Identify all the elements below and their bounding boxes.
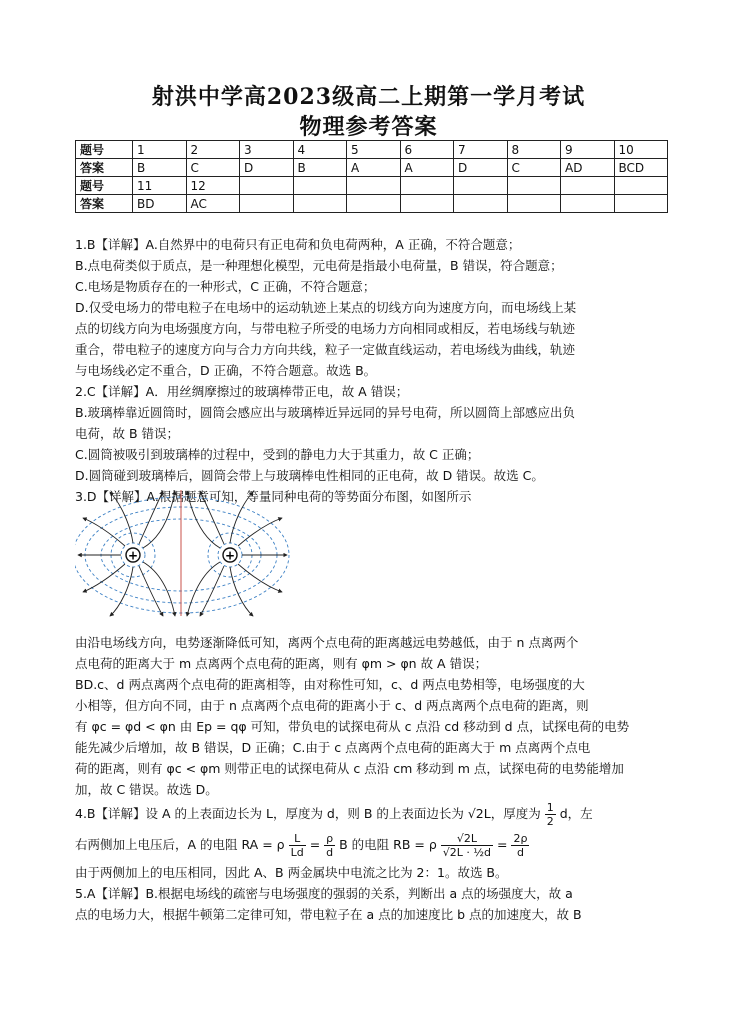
table-cell: AC: [186, 195, 240, 213]
text-line: 点的电场力大，根据牛顿第二定律可知，带电粒子在 a 点的加速度比 b 点的加速度大，故 B: [75, 907, 582, 922]
text-line: C.圆筒被吸引到玻璃棒的过程中，受到的静电力大于其重力，故 C 正确；: [75, 447, 480, 462]
table-cell: 9: [561, 141, 615, 159]
table-cell: [347, 177, 401, 195]
table-row: [76, 177, 668, 195]
charge-label: +: [127, 548, 139, 563]
text-line: 由沿电场线方向，电势逐渐降低可知，离两个点电荷的距离越远电势越低，由于 n 点离两个: [75, 635, 579, 650]
q4-text: d，左: [559, 806, 593, 821]
table-cell: B: [133, 159, 187, 177]
table-cell: AD: [561, 159, 615, 177]
table-row: [76, 159, 668, 177]
table-cell: D: [240, 159, 294, 177]
table-row: [76, 141, 668, 159]
fraction: $\frac{L}{Ld}$: [290, 832, 304, 859]
text-line: D.圆筒碰到玻璃棒后，圆筒会带上与玻璃棒电性相同的正电荷，故 D 错误。故选 C。: [75, 468, 544, 483]
fraction: $\frac{2\rho}{d}$: [513, 832, 528, 859]
table-cell: D: [454, 159, 508, 177]
table-cell: 2: [186, 141, 240, 159]
table-cell: [400, 195, 454, 213]
text-line: BD.c、d 两点离两个点电荷的距离相等，由对称性可知，c、d 两点电势相等，电场强度的大: [75, 677, 585, 692]
table-cell: [454, 195, 508, 213]
table-cell: 11: [133, 177, 187, 195]
table-cell: [614, 177, 668, 195]
text-line: 5.A【详解】B.根据电场线的疏密与电场强度的强弱的关系，判断出 a 点的场强度大，故 a: [75, 886, 573, 901]
q4-text: 4.B【详解】设 A 的上表面边长为 L，厚度为 d，则 B 的上表面边长为 √2L，厚度为: [75, 806, 541, 821]
table-cell: 10: [614, 141, 668, 159]
text-line: 重合，带电粒子的速度方向与合力方向共线，粒子一定做直线运动，若电场线为曲线，轨迹: [75, 342, 576, 357]
table-cell: 6: [400, 141, 454, 159]
charge-label: +: [224, 548, 236, 563]
table-cell: [400, 177, 454, 195]
table-cell: 8: [507, 141, 561, 159]
text-line: 2.C【详解】A．用丝绸摩擦过的玻璃棒带正电，故 A 错误；: [75, 384, 409, 399]
table-cell: 1: [133, 141, 187, 159]
document-subtitle: 物理参考答案: [299, 114, 438, 140]
table-cell: 7: [454, 141, 508, 159]
table-cell: 答案: [76, 159, 133, 177]
table-cell: [293, 177, 347, 195]
table-cell: [454, 177, 508, 195]
table-cell: 3: [240, 141, 294, 159]
text-line: 有 φc = φd < φn 由 Ep = qφ 可知，带负电的试探电荷从 c 点沿 cd 移动到 d 点，试探电荷的电势: [75, 719, 630, 734]
text-line: D.仅受电场力的带电粒子在电场中的运动轨迹上某点的切线方向为速度方向，而电场线上某: [75, 300, 577, 315]
text-line: B.点电荷类似于质点，是一种理想化模型，元电荷是指最小电荷量，B 错误，符合题意；: [75, 258, 563, 273]
table-cell: [347, 195, 401, 213]
text-line: 点电荷的距离大于 m 点离两个点电荷的距离，则有 φm > φn 故 A 错误；: [75, 656, 488, 671]
q4-text: 右两侧加上电压后，A 的电阻 RA = ρ: [75, 837, 285, 852]
table-cell: [240, 177, 294, 195]
table-cell: [507, 177, 561, 195]
q4-text: =: [497, 837, 508, 852]
table-cell: A: [400, 159, 454, 177]
answer-table: [75, 140, 668, 213]
answer-explanations-part3: [75, 800, 675, 925]
table-cell: B: [293, 159, 347, 177]
fraction: $\frac{\rho}{d}$: [326, 832, 334, 859]
text-line: 荷的距离，则有 φc < φm 则带正电的试探电荷从 c 点沿 cm 移动到 m 点，试探电荷的电势能增加: [75, 761, 624, 776]
fraction: $\frac{√2L}{\text{√2L · ½d}}$: [442, 832, 492, 859]
text-line: 1.B【详解】A.自然界中的电荷只有正电荷和负电荷两种，A 正确，不符合题意；: [75, 237, 521, 252]
table-cell: [561, 177, 615, 195]
text-line: 与电场线必定不重合，D 正确，不符合题意。故选 B。: [75, 363, 377, 378]
table-cell: [293, 195, 347, 213]
text-line: 由于两侧加上的电压相同，因此 A、B 两金属块中电流之比为 2：1。故选 B。: [75, 865, 508, 880]
answer-explanations-part2: [75, 632, 675, 800]
text-line: B.玻璃棒靠近圆筒时，圆筒会感应出与玻璃棒近异远同的异号电荷，所以圆筒上部感应出负: [75, 405, 576, 420]
document-title: 射洪中学高2023级高二上期第一学月考试: [151, 84, 586, 110]
text-line: [75, 800, 675, 828]
table-cell: A: [347, 159, 401, 177]
text-line: 小相等，但方向不同，由于 n 点离两个点电荷的距离小于 c、d 两点离两个点电荷的距离，则: [75, 698, 589, 713]
table-cell: 答案: [76, 195, 133, 213]
table-cell: [240, 195, 294, 213]
answer-explanations-part1: [75, 234, 675, 507]
equipotential-figure: [75, 488, 290, 618]
table-cell: BD: [133, 195, 187, 213]
q4-text: =: [309, 837, 321, 852]
text-line: 加，故 C 错误。故选 D。: [75, 782, 218, 797]
fraction: $\frac{1}{2}$: [546, 801, 554, 828]
table-cell: 4: [293, 141, 347, 159]
text-line: C.电场是物质存在的一种形式，C 正确，不符合题意；: [75, 279, 376, 294]
table-cell: [507, 195, 561, 213]
text-line: 电荷，故 B 错误；: [75, 426, 180, 441]
text-line: 点的切线方向为电场强度方向，与带电粒子所受的电场力方向相同或相反，若电场线与轨迹: [75, 321, 576, 336]
table-cell: 12: [186, 177, 240, 195]
table-cell: 题号: [76, 141, 133, 159]
table-cell: C: [507, 159, 561, 177]
table-cell: 题号: [76, 177, 133, 195]
table-row: [76, 195, 668, 213]
right-positive-charge: [223, 548, 237, 563]
table-cell: BCD: [614, 159, 668, 177]
text-line: 能先减少后增加，故 B 错误，D 正确；C.由于 c 点离两个点电荷的距离大于 m 点离两个点电: [75, 740, 591, 755]
left-positive-charge: [126, 548, 140, 563]
text-line: [75, 828, 675, 862]
table-cell: C: [186, 159, 240, 177]
table-cell: [614, 195, 668, 213]
q4-text: B 的电阻 RB = ρ: [339, 837, 437, 852]
table-cell: 5: [347, 141, 401, 159]
table-cell: [561, 195, 615, 213]
text-line: 3.D【详解】A.根据题意可知，等量同种电荷的等势面分布图，如图所示: [75, 489, 472, 504]
